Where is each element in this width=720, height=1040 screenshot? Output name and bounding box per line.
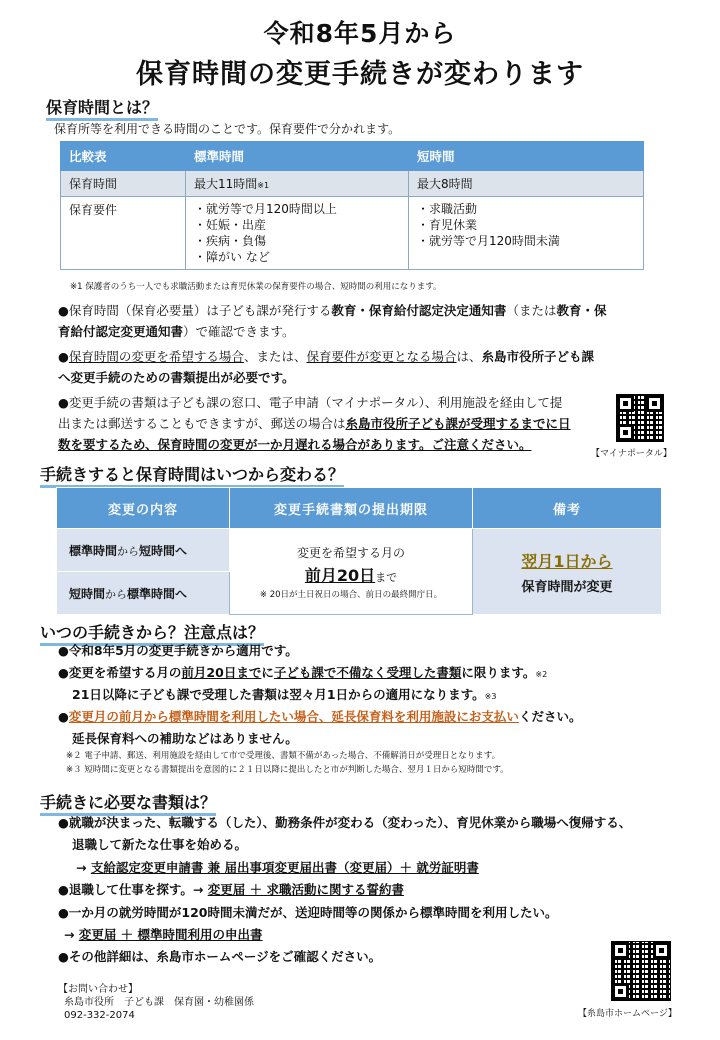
bullet-submission-methods: ●変更手続の書類は子ども課の窓口、電子申請（マイナポータル）、利用施設を経由して提 出または郵送することもできますが、郵送の場合は糸島市役所子ども課が受理するまでに日 数を要するため、保育時間の変更が一か月遅れる場合があります。ご注意ください。 [58, 395, 571, 452]
table-header: 備考 [473, 488, 662, 529]
docs-short-hours: → 変更届 ＋ 標準時間利用の申出書 [64, 927, 263, 942]
table-row: 保育要件 ・就労等で月120時間以上 ・妊娠・出産 ・疾病・負傷 ・障がい など ・求職活動 ・育児休業 ・就労等で月120時間未満 [61, 197, 644, 270]
footnote-2: ※２ 電子申請、郵送、利用施設を経由して市で受理後、書類不備があった場合、不備解消日が受理日となります。 [66, 751, 501, 761]
contact-info: 【お問い合わせ】 糸島市役所 子ども課 保育園・幼稚園係 092-332-2074 [58, 984, 254, 1021]
section1-intro: 保育所等を利用できる時間のことです。保育要件で分かれます。 [54, 122, 401, 136]
footnote-1: ※1 保護者のうち一人でも求職活動または育児休業の保育要件の場合、短時間の利用になります。 [70, 282, 442, 292]
bullet-job-seeking: ●退職して仕事を探す。→ 変更届 ＋ 求職活動に関する誓約書 [58, 882, 404, 897]
qr-code-mynaportal[interactable] [616, 394, 664, 442]
table-row: 標準時間から短時間へ 変更を希望する月の 前月20日まで ※ 20日が土日祝日の場合、前日の最終開庁日。 翌月1日から 保育時間が変更 [57, 529, 662, 572]
bullet-employment-change-cont: 退職して新たな仕事を始める。 [72, 837, 248, 852]
bullet-notice-document: ●保育時間（保育必要量）は子ども課が発行する教育・保育給付認定決定通知書（または教育・保 育給付認定変更通知書）で確認できます。 [58, 303, 607, 339]
footnote-3: ※３ 短時間に変更となる書類提出を意図的に２１日以降に提出したと市が判断した場合、翌月１日から短時間です。 [66, 765, 509, 775]
table-header: 変更の内容 [57, 488, 230, 529]
qr-caption-mynaportal: 【マイナポータル】 [591, 449, 672, 459]
comparison-table [60, 141, 644, 270]
bullet-extension-fee: ●変更月の前月から標準時間を利用したい場合、延長保育料を利用施設にお支払いください。 [58, 709, 582, 724]
qr-caption-homepage: 【糸島市ホームページ】 [578, 1009, 677, 1019]
section-heading-2: 手続きすると保育時間はいつから変わる？ [40, 462, 344, 485]
change-timing-table [56, 487, 662, 615]
docs-employment: → 支給認定変更申請書 兼 届出事項変更届出書（変更届）＋ 就労証明書 [76, 860, 479, 875]
table-row: 保育時間 最大11時間※1 最大8時間 [61, 171, 644, 197]
bullet-change-required: ●保育時間の変更を希望する場合、または、保育要件が変更となる場合は、糸島市役所子ども課 へ変更手続のための書類提出が必要です。 [58, 349, 594, 385]
table-header: 標準時間 [186, 142, 409, 171]
table-header: 短時間 [409, 142, 644, 171]
bullet-employment-change: ●就職が決まった、転職する（した）、勤務条件が変わる（変わった）、育児休業から職場へ復帰する、 [58, 815, 632, 830]
bullet-short-hours: ●一か月の就労時間が120時間未満だが、送迎時間等の関係から標準時間を利用したい。 [58, 905, 558, 920]
table-row: 短時間から標準時間へ [57, 572, 662, 615]
bullet-deadline: ●変更を希望する月の前月20日までに子ども課で不備なく受理した書類に限ります。※2 [58, 665, 548, 680]
table-header: 比較表 [61, 142, 186, 171]
section-heading-4: 手続きに必要な書類は？ [40, 790, 216, 813]
bullet-late-submission: 21日以降に子ども課で受理した書類は翌々月1日からの適用になります。※3 [72, 687, 497, 702]
bullet-apply-from: ●令和8年5月の変更手続きから適用です。 [58, 643, 298, 658]
bullet-no-subsidy: 延長保育料への補助などはありません。 [72, 731, 298, 746]
section-heading-1: 保育時間とは？ [46, 95, 158, 118]
section-heading-3: いつの手続きから？注意点は？ [40, 620, 264, 643]
title-line2: 保育時間の変更手続きが変わります [136, 59, 584, 90]
title-line1: 令和8年5月から [263, 19, 457, 48]
qr-code-homepage[interactable] [611, 941, 671, 1001]
bullet-website: ●その他詳細は、糸島市ホームページをご確認ください。 [58, 949, 382, 964]
table-header: 変更手続書類の提出期限 [230, 488, 473, 529]
